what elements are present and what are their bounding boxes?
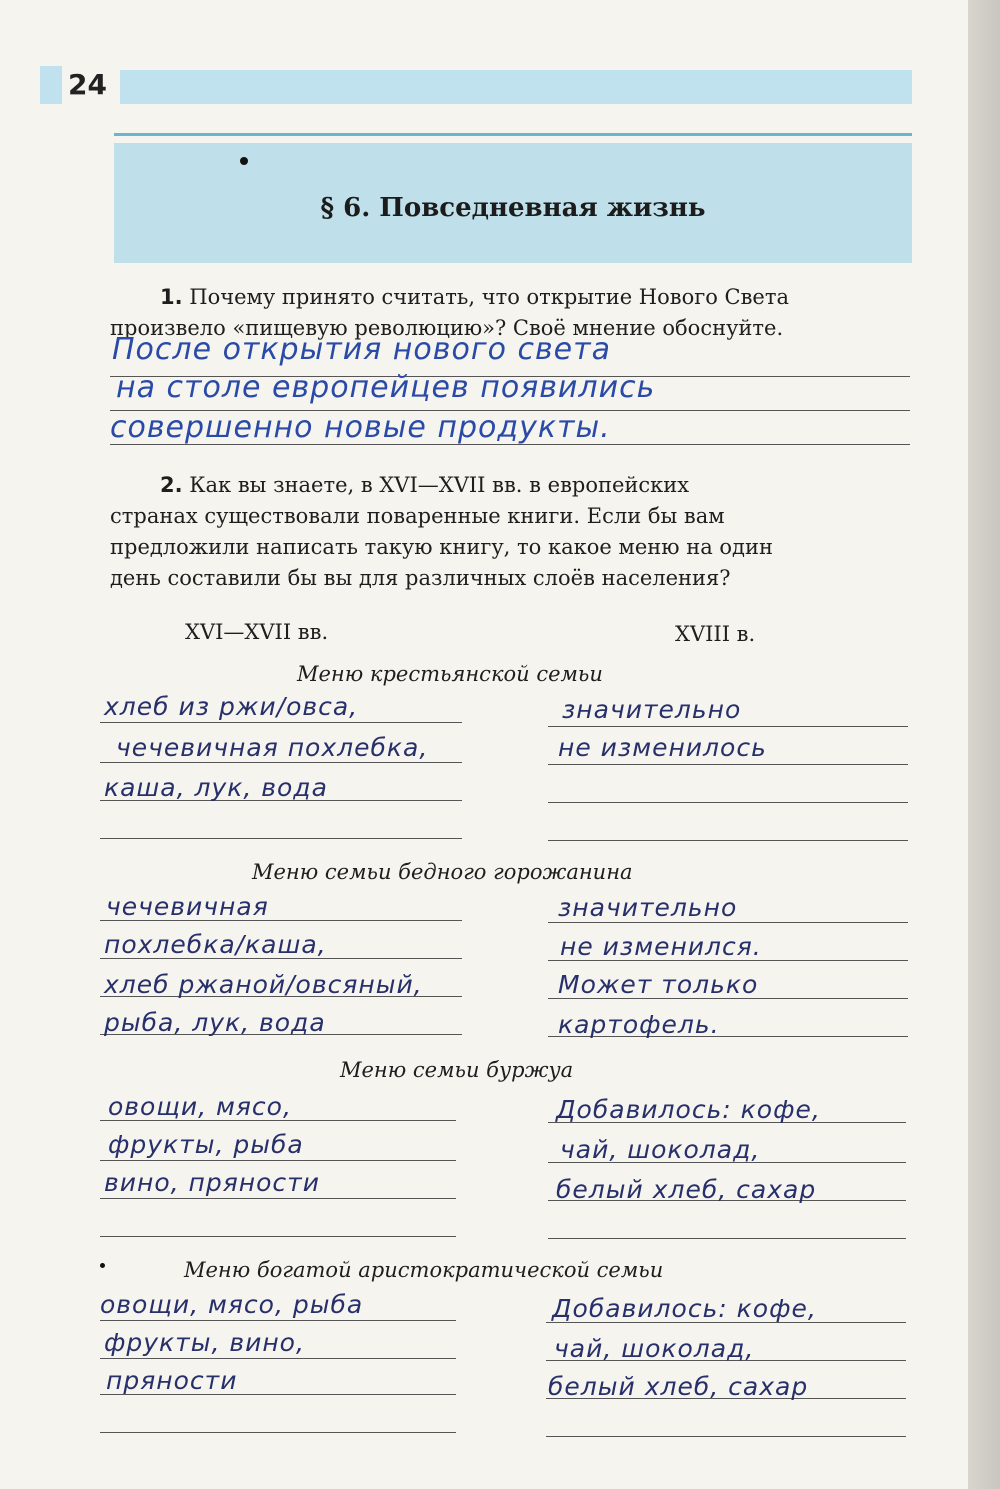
- menu-title: Меню семьи буржуа: [340, 1058, 574, 1082]
- handwritten-menu-right: значительно: [558, 893, 738, 922]
- handwritten-answer-1: совершенно новые продукты.: [110, 410, 611, 445]
- answer-line: [548, 840, 908, 841]
- question-2-line2: странах существовали поваренные книги. Если бы вам: [110, 504, 725, 528]
- answer-line: [100, 722, 462, 723]
- question-2-line3: предложили написать такую книгу, то какое меню на один: [110, 535, 773, 559]
- handwritten-menu-right: белый хлеб, сахар: [548, 1372, 809, 1401]
- answer-line: [548, 1238, 906, 1239]
- page-edge: [968, 0, 1000, 1489]
- handwritten-menu-right: Добавилось: кофе,: [552, 1294, 817, 1323]
- question-2-number: 2.: [160, 473, 183, 497]
- handwritten-menu-left: каша, лук, вода: [104, 773, 328, 802]
- answer-line: [100, 1320, 456, 1321]
- answer-line: [100, 1198, 456, 1199]
- header-stripe: [40, 70, 912, 104]
- handwritten-menu-left: фрукты, рыба: [108, 1130, 304, 1159]
- handwritten-menu-right: белый хлеб, сахар: [556, 1175, 817, 1204]
- answer-line: [546, 1436, 906, 1437]
- question-1-line1: Почему принято считать, что открытие Нового Света: [189, 285, 789, 309]
- title-rule: [114, 133, 912, 136]
- column-head-left: XVI—XVII вв.: [185, 620, 329, 644]
- question-2: [110, 470, 910, 594]
- answer-line: [548, 922, 908, 923]
- page-number: 24: [40, 66, 120, 104]
- handwritten-menu-right: Может только: [558, 970, 759, 999]
- handwritten-menu-right: картофель.: [558, 1010, 720, 1039]
- question-1-line2: произвело «пищевую революцию»? Своё мнение обоснуйте.: [110, 316, 784, 340]
- handwritten-menu-left: хлеб из ржи/овса,: [104, 692, 359, 721]
- menu-title: Меню богатой аристократической семьи: [184, 1258, 664, 1282]
- handwritten-answer-1: После открытия нового света: [112, 332, 611, 367]
- handwritten-menu-left: похлебка/каша,: [104, 930, 327, 959]
- menu-title: Меню семьи бедного горожанина: [252, 860, 633, 884]
- ink-dot: [240, 157, 248, 165]
- handwritten-menu-left: овощи, мясо, рыба: [100, 1290, 364, 1319]
- question-2-line1: Как вы знаете, в XVI—XVII вв. в европейских: [189, 473, 690, 497]
- answer-line: [100, 1236, 456, 1237]
- handwritten-menu-left: чечевичная похлебка,: [116, 733, 429, 762]
- handwritten-menu-left: фрукты, вино,: [104, 1328, 305, 1357]
- handwritten-menu-left: пряности: [106, 1366, 238, 1395]
- handwritten-menu-right: чай, шоколад,: [560, 1135, 761, 1164]
- handwritten-menu-left: рыба, лук, вода: [104, 1008, 326, 1037]
- handwritten-menu-left: хлеб ржаной/овсяный,: [104, 970, 423, 999]
- handwritten-menu-right: не изменился.: [560, 932, 762, 961]
- ink-dot: [100, 1263, 105, 1268]
- handwritten-menu-right: Добавилось: кофе,: [556, 1095, 821, 1124]
- answer-line: [100, 1358, 456, 1359]
- answer-line: [100, 1432, 456, 1433]
- handwritten-menu-right: чай, шоколад,: [554, 1334, 755, 1363]
- section-title: § 6. Повседневная жизнь: [320, 193, 706, 223]
- answer-line: [100, 1160, 456, 1161]
- answer-line: [548, 802, 908, 803]
- handwritten-menu-right: значительно: [562, 695, 742, 724]
- question-2-line4: день составили бы вы для различных слоёв населения?: [110, 566, 731, 590]
- handwritten-menu-left: чечевичная: [106, 892, 269, 921]
- handwritten-menu-left: овощи, мясо,: [108, 1092, 292, 1121]
- column-head-right: XVIII в.: [675, 622, 756, 646]
- question-1-number: 1.: [160, 285, 183, 309]
- answer-line: [100, 762, 462, 763]
- handwritten-answer-1: на столе европейцев появились: [116, 370, 656, 405]
- handwritten-menu-left: вино, пряности: [104, 1168, 320, 1197]
- answer-line: [548, 726, 908, 727]
- answer-line: [548, 764, 908, 765]
- handwritten-menu-right: не изменилось: [558, 733, 767, 762]
- answer-line: [100, 838, 462, 839]
- menu-title: Меню крестьянской семьи: [297, 662, 603, 686]
